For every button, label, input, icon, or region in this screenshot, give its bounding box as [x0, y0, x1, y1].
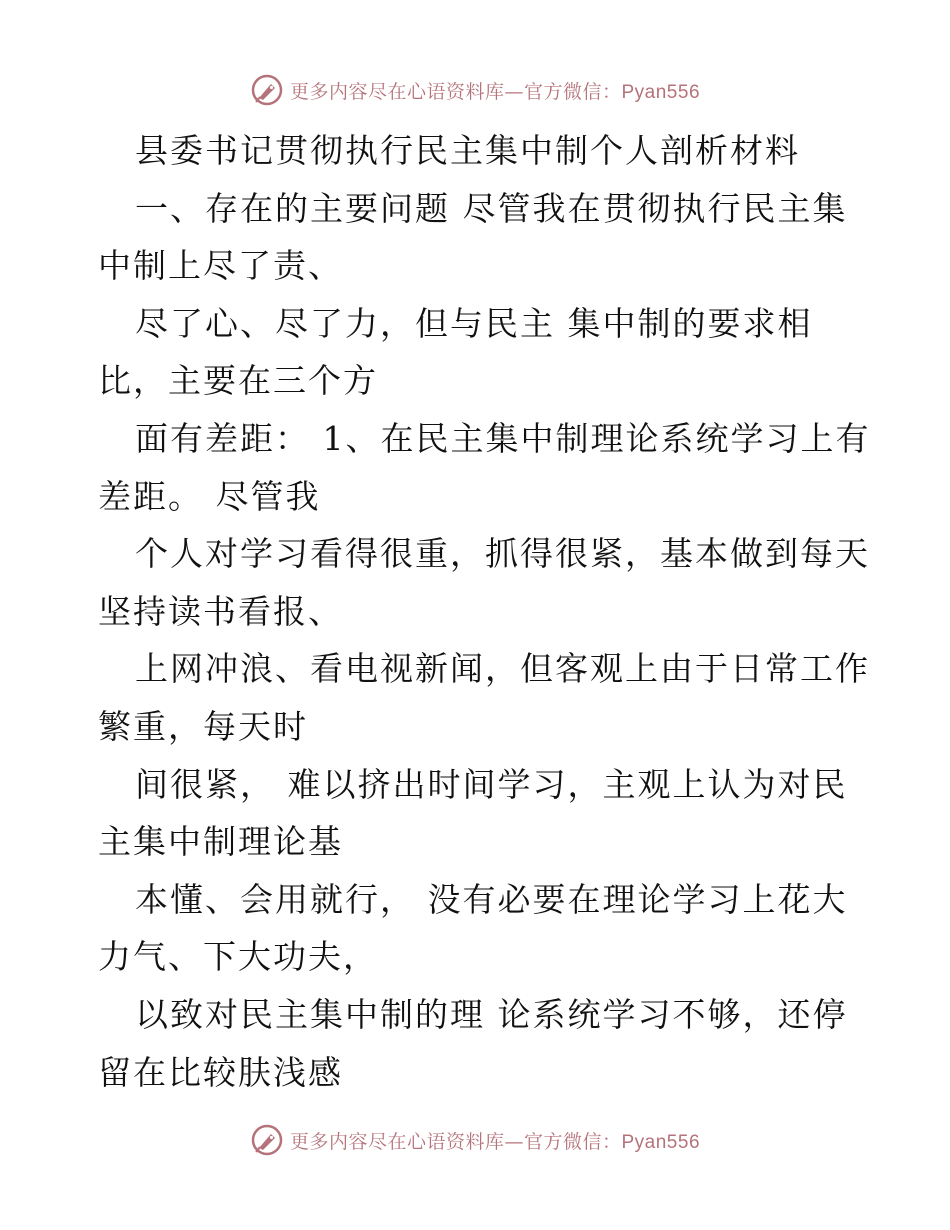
watermark-site-text: 更多内容尽在心语资料库—官方微信： — [289, 80, 622, 103]
paragraph-line: 留在比较肤浅感 — [98, 1052, 343, 1092]
paragraph-line: 面有差距： 1、在民主集中制理论系统学习上有 — [135, 418, 871, 458]
footer-watermark-banner — [0, 1120, 950, 1160]
paragraph-line: 间很紧， 难以挤出时间学习，主观上认为对民 — [135, 764, 848, 804]
paragraph-line: 个人对学习看得很重，抓得很紧，基本做到每天 — [135, 534, 870, 574]
paragraph-line: 以致对民主集中制的理 论系统学习不够，还停 — [135, 994, 848, 1034]
pen-nib-circle-icon — [250, 73, 284, 107]
paragraph-line: 中制上尽了责、 — [98, 246, 343, 286]
paragraph-line: 比，主要在三个方 — [98, 361, 378, 401]
paragraph-line: 一、存在的主要问题 尽管我在贯彻执行民主集 — [135, 188, 848, 228]
header-watermark-banner — [0, 70, 950, 110]
paragraph-line: 上网冲浪、看电视新闻，但客观上由于日常工作 — [135, 649, 870, 689]
paragraph-line: 繁重，每天时 — [98, 706, 308, 746]
paragraph-line: 主集中制理论基 — [98, 822, 343, 862]
watermark-wechat-id: Pyan556 — [621, 81, 701, 103]
watermark-site-text: 更多内容尽在心语资料库—官方微信： — [289, 1130, 622, 1153]
paragraph-line: 差距。 尽管我 — [98, 476, 321, 516]
paragraph-line: 坚持读书看报、 — [98, 591, 343, 631]
paragraph-line: 力气、下大功夫， — [98, 937, 378, 977]
paragraph-line: 本懂、会用就行， 没有必要在理论学习上花大 — [135, 879, 848, 919]
paragraph-line: 尽了心、尽了力，但与民主 集中制的要求相 — [135, 303, 813, 343]
watermark-wechat-id: Pyan556 — [621, 1131, 701, 1153]
pen-nib-circle-icon — [250, 1123, 284, 1157]
document-title: 县委书记贯彻执行民主集中制个人剖析材料 — [135, 131, 800, 170]
watermark-text — [290, 77, 700, 104]
watermark-text — [290, 1127, 700, 1154]
document-body — [98, 122, 871, 1101]
